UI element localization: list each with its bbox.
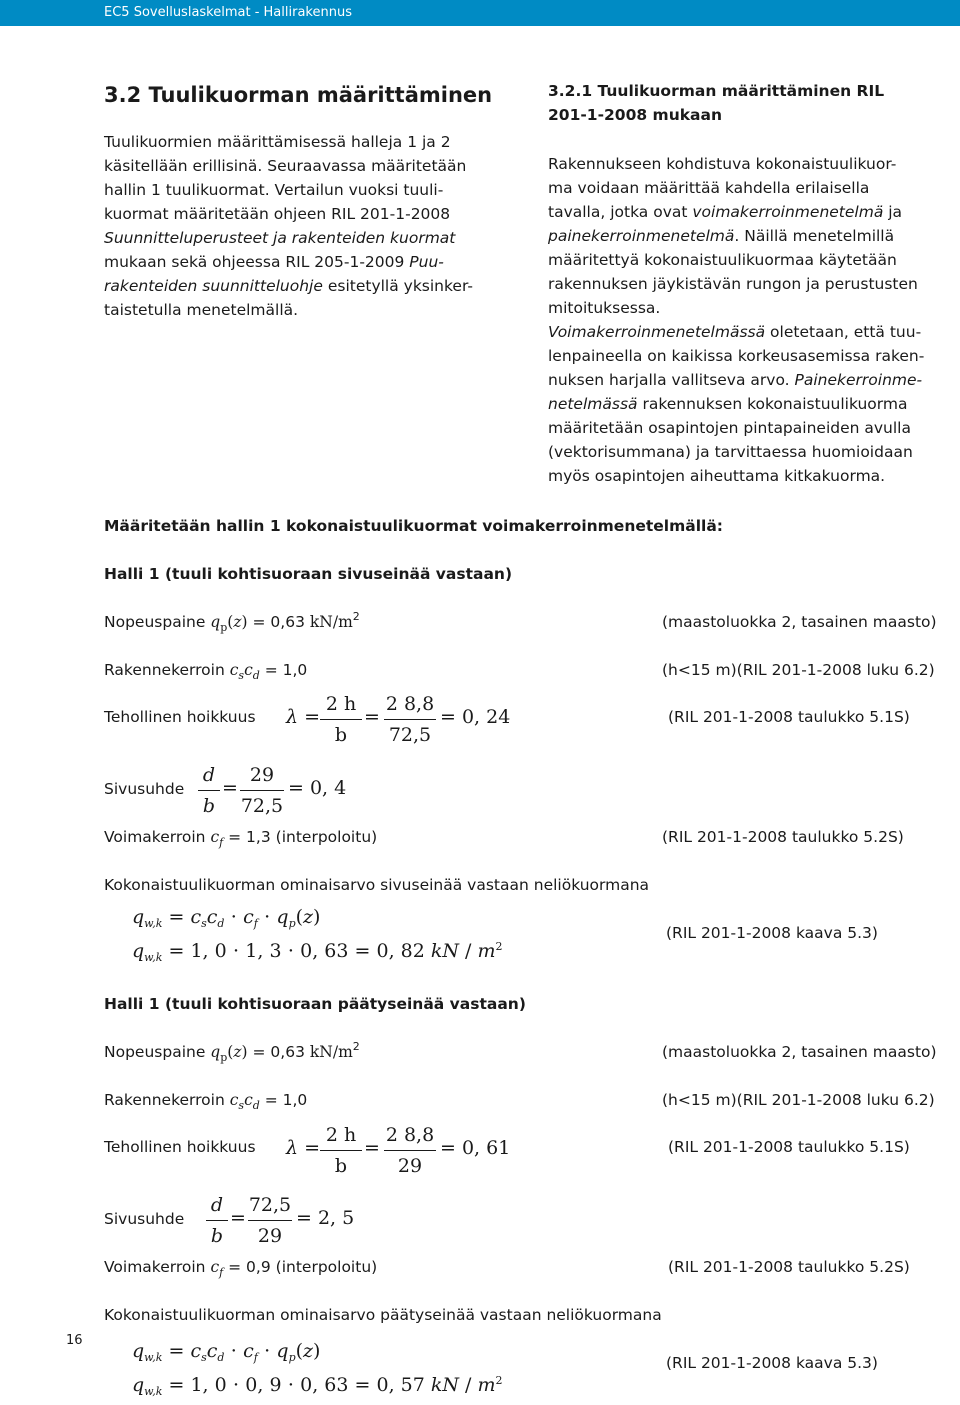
case1-teh-ref: (RIL 201-1-2008 taulukko 5.1S) [668,708,910,726]
intro-line: taistetulla menetelmällä. [104,301,299,319]
lambda-eq1: λ = [286,706,321,728]
subsection-title-line2: 201-1-2008 mukaan [548,106,722,124]
body-line: tavalla, jotka ovat voimakerroinmenetelmä ja [548,203,903,221]
frac-den: 72,5 [388,724,432,746]
voim-label: Voimakerroin [104,828,206,846]
case2-rak-row: Rakennekerroin $c_sc_d = 1,0$ [104,1091,308,1112]
case2-title: Halli 1 (tuuli kohtisuoraan päätyseinää vastaan) [104,995,526,1013]
rak-value: = 1,0 [264,661,308,679]
nopeus-value: = 0,63 [252,1043,305,1061]
body-line: Voimakerroinmenetelmässä oletetaan, että tuu- [548,323,922,341]
case2-eq2: $q_{w,k} = 1$, 0 ⋅ 0, 9 ⋅ 0, 63 = 0, 57 kN / $m^2$ [132,1374,503,1398]
subsection-title-line1: 3.2.1 Tuulikuorman määrittäminen RIL [548,82,885,100]
case1-siv-result: = 0, 4 [288,777,347,799]
body-line: lenpaineella on kaikissa korkeusasemissa raken- [548,347,925,365]
intro-line: rakenteiden suunnitteluohje esitetyllä yksinker- [104,277,473,295]
case2-nopeus-ref: (maastoluokka 2, tasainen maasto) [662,1043,937,1061]
intro-line: käsitellään erillisinä. Seuraavassa määritetään [104,157,467,175]
lambda-eq2: λ = [286,1137,321,1159]
body-line: (vektorisummana) ja tarvittaessa huomioidaan [548,443,913,461]
case1-title: Halli 1 (tuuli kohtisuoraan sivuseinää vastaan) [104,565,513,583]
nopeus-label: Nopeuspaine [104,1043,206,1061]
voim-label: Voimakerroin [104,1258,206,1276]
running-header [0,0,960,26]
frac-den: 72,5 [240,795,284,817]
nopeus-label: Nopeuspaine [104,613,206,631]
intro-line: Suunnitteluperusteet ja rakenteiden kuormat [104,229,456,247]
frac-num: 2 8,8 [385,693,435,715]
rak-label: Rakennekerroin [104,661,225,679]
nopeus-unit: kN/m [309,1043,353,1061]
eq-sign: = [230,1207,246,1229]
body-line: nuksen harjalla vallitseva arvo. Painekerroinme- [548,371,923,389]
case2-voim-row: Voimakerroin $c_f = 0,9$ (interpoloitu) [104,1258,378,1279]
case2-eq-ref: (RIL 201-1-2008 kaava 5.3) [666,1354,878,1372]
body-line: ma voidaan määrittää kahdella erilaisella [548,179,870,197]
frac-den: b [334,1155,348,1177]
case1-siv-frac1 [198,763,220,818]
case2-siv-label: Sivusuhde [104,1210,185,1228]
intro-line: kuormat määritetään ohjeen RIL 201-1-2008 [104,205,451,223]
eq-sign: = [364,706,380,728]
page-number: 16 [66,1333,83,1348]
frac-num: 2 8,8 [385,1124,435,1146]
case2-teh-result: = 0, 61 [440,1137,511,1159]
case1-nopeus-row: Nopeuspaine $q_p(z) = 0,63$ $kN/m^2$ [104,610,360,634]
case1-rak-ref: (h<15 m)(RIL 201-1-2008 luku 6.2) [662,661,935,679]
intro-line: hallin 1 tuulikuormat. Vertailun vuoksi tuuli- [104,181,444,199]
case1-kok-label: Kokonaistuulikuorman ominaisarvo sivuseinää vastaan neliökuormana [104,876,650,894]
body-line: Rakennukseen kohdistuva kokonaistuulikuor- [548,155,897,173]
calc-heading: Määritetään hallin 1 kokonaistuulikuormat voimakerroinmenetelmällä: [104,517,724,535]
case1-teh-frac2 [384,692,436,747]
rak-label: Rakennekerroin [104,1091,225,1109]
frac-den: 29 [257,1225,283,1247]
case2-teh-ref: (RIL 201-1-2008 taulukko 5.1S) [668,1138,910,1156]
frac-den: b [202,795,216,817]
case2-siv-frac1 [206,1193,228,1248]
case1-eq-ref: (RIL 201-1-2008 kaava 5.3) [666,924,878,942]
eq2-value: = 1, 0 ⋅ 1, 3 ⋅ 0, 63 = 0, 82 [168,940,425,962]
frac-num: 2 h [325,1124,357,1146]
frac-num: 72,5 [248,1194,292,1216]
body-line: painekerroinmenetelmä. Näillä menetelmillä [548,227,895,245]
frac-num: 29 [249,764,275,786]
case1-siv-frac2 [240,763,284,818]
case1-voim-row: Voimakerroin $c_f = 1,3$ (interpoloitu) [104,828,378,849]
case2-teh-label: Tehollinen hoikkuus [104,1138,256,1156]
eq-sign: = [364,1137,380,1159]
eq-sign: = [222,777,238,799]
body-line: myös osapintojen aiheuttama kitkakuorma. [548,467,886,485]
case2-siv-result: = 2, 5 [296,1207,355,1229]
case1-siv-label: Sivusuhde [104,780,185,798]
body-line: määritettyä kokonaistuulikuormaa käytetään [548,251,897,269]
case2-siv-frac2 [248,1193,292,1248]
nopeus-value: = 0,63 [252,613,305,631]
case1-teh-result: = 0, 24 [440,706,511,728]
body-line: rakennuksen jäykistävän rungon ja perustusten [548,275,918,293]
section-intro [104,130,514,322]
voim-note: (interpoloitu) [275,1258,378,1276]
nopeus-unit: kN/m [309,613,353,631]
case1-eq2: $q_{w,k} = 1$, 0 ⋅ 1, 3 ⋅ 0, 63 = 0, 82 kN / $m^2$ [132,940,503,964]
case2-kok-label: Kokonaistuulikuorman ominaisarvo päätyseinää vastaan neliökuormana [104,1306,662,1324]
case1-teh-frac1 [320,692,362,747]
case1-voim-ref: (RIL 201-1-2008 taulukko 5.2S) [662,828,904,846]
frac-num: d [210,1194,224,1216]
intro-line: Tuulikuormien määrittämisessä halleja 1 ja 2 [104,133,451,151]
intro-line: mukaan sekä ohjeessa RIL 205-1-2009 Puu- [104,253,444,271]
frac-num: 2 h [325,693,357,715]
frac-den: b [210,1225,224,1247]
frac-den: 29 [397,1155,423,1177]
case2-voim-ref: (RIL 201-1-2008 taulukko 5.2S) [668,1258,910,1276]
frac-den: b [334,724,348,746]
case2-eq1: $q_{w,k} = c_sc_d \cdot c_f \cdot q_p(z)$ [132,1340,321,1364]
section-title: 3.2 Tuulikuorman määrittäminen [104,83,493,107]
voim-value: = 0,9 [228,1258,271,1276]
header-title: EC5 Sovelluslaskelmat - Hallirakennus [104,5,352,20]
body-line: mitoituksessa. [548,299,661,317]
frac-num: d [202,764,216,786]
voim-note: (interpoloitu) [275,828,378,846]
rak-value: = 1,0 [264,1091,308,1109]
case2-nopeus-row: Nopeuspaine $q_p(z) = 0,63$ $kN/m^2$ [104,1040,360,1064]
body-line: netelmässä rakennuksen kokonaistuulikuorma [548,395,908,413]
case1-teh-label: Tehollinen hoikkuus [104,708,256,726]
subsection-body [548,152,958,488]
case2-teh-frac1 [320,1123,362,1178]
case1-eq1: $q_{w,k} = c_sc_d \cdot c_f \cdot q_p(z)$ [132,906,321,930]
case2-teh-frac2 [384,1123,436,1178]
voim-value: = 1,3 [228,828,271,846]
body-line: määritetään osapintojen pintapaineiden avulla [548,419,911,437]
case1-rak-row: Rakennekerroin $c_sc_d = 1,0$ [104,661,308,682]
eq2-value: = 1, 0 ⋅ 0, 9 ⋅ 0, 63 = 0, 57 [168,1374,425,1396]
case1-nopeus-ref: (maastoluokka 2, tasainen maasto) [662,613,937,631]
case2-rak-ref: (h<15 m)(RIL 201-1-2008 luku 6.2) [662,1091,935,1109]
